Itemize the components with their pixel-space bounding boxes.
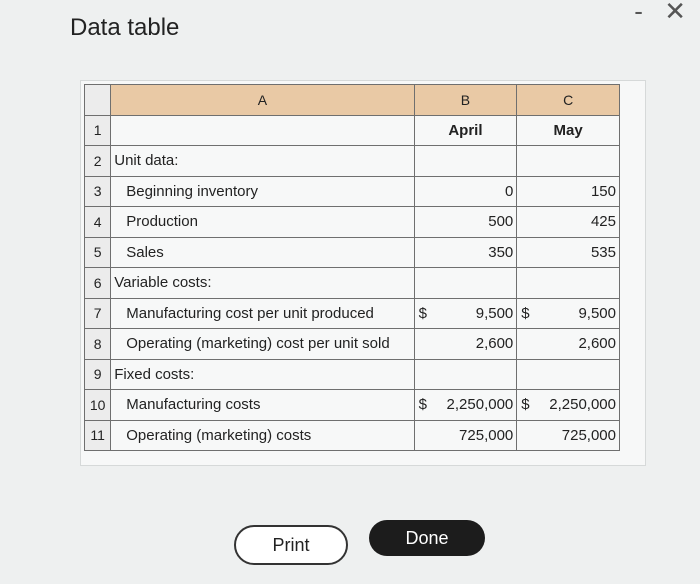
column-header-b: B (414, 85, 517, 116)
cell-value: 500 (488, 213, 514, 231)
cell-value: 0 (504, 182, 514, 200)
cell-b (414, 207, 517, 238)
row-label (111, 115, 414, 146)
table-row (85, 237, 620, 268)
row-number: 9 (85, 359, 111, 390)
cell-value: 725,000 (459, 426, 514, 444)
cell-c (517, 298, 620, 329)
dollar-sign: $ (418, 304, 427, 322)
row-number: 3 (85, 176, 111, 207)
cell-value: 9,500 (578, 304, 616, 322)
cell-b (414, 390, 517, 421)
dollar-sign: $ (521, 304, 530, 322)
table-row (85, 268, 620, 299)
row-number: 11 (85, 420, 111, 451)
cell-c (517, 329, 620, 360)
cell-b (414, 298, 517, 329)
cell-value: 2,250,000 (446, 396, 514, 414)
cell-b (414, 420, 517, 451)
cell-value: 2,250,000 (549, 396, 616, 414)
cell-c (517, 115, 620, 146)
cell-value: 2,600 (578, 335, 616, 353)
cell-value: 9,500 (475, 304, 514, 322)
cell-value: 725,000 (561, 426, 616, 444)
row-label: Manufacturing costs (111, 390, 414, 421)
column-header-row (85, 85, 620, 116)
table-row (85, 176, 620, 207)
row-number: 6 (85, 268, 111, 299)
cell-c (517, 176, 620, 207)
cell-value: May (553, 121, 583, 139)
row-number: 10 (85, 390, 111, 421)
close-icon[interactable]: ✕ (664, 0, 686, 26)
cell-value: 150 (590, 182, 616, 200)
cell-value: 535 (590, 243, 616, 261)
row-label: Fixed costs: (111, 359, 414, 390)
row-label: Variable costs: (111, 268, 414, 299)
row-label: Beginning inventory (111, 176, 414, 207)
row-number: 7 (85, 298, 111, 329)
done-button[interactable]: Done (369, 520, 485, 556)
minimize-icon[interactable]: - (634, 0, 643, 26)
row-number: 8 (85, 329, 111, 360)
data-table (84, 84, 620, 451)
row-label: Production (111, 207, 414, 238)
cell-value: April (448, 121, 483, 139)
row-label: Manufacturing cost per unit produced (111, 298, 414, 329)
cell-b (414, 115, 517, 146)
cell-b (414, 146, 517, 177)
row-label: Operating (marketing) costs (111, 420, 414, 451)
cell-b (414, 359, 517, 390)
dollar-sign: $ (418, 396, 427, 414)
column-header-a: A (111, 85, 414, 116)
cell-value: 425 (590, 213, 616, 231)
cell-b (414, 176, 517, 207)
cell-c (517, 237, 620, 268)
spreadsheet-panel (80, 80, 646, 466)
table-row (85, 329, 620, 360)
row-label: Unit data: (111, 146, 414, 177)
row-number: 1 (85, 115, 111, 146)
table-row (85, 390, 620, 421)
cell-value: 350 (488, 243, 514, 261)
column-header-c: C (517, 85, 620, 116)
table-row (85, 420, 620, 451)
cell-b (414, 329, 517, 360)
print-button[interactable]: Print (234, 525, 348, 565)
cell-c (517, 390, 620, 421)
row-label: Sales (111, 237, 414, 268)
cell-c (517, 420, 620, 451)
row-number: 2 (85, 146, 111, 177)
cell-c (517, 359, 620, 390)
cell-b (414, 237, 517, 268)
table-row (85, 207, 620, 238)
window-controls (620, 0, 686, 27)
row-label: Operating (marketing) cost per unit sold (111, 329, 414, 360)
row-number: 4 (85, 207, 111, 238)
table-row (85, 115, 620, 146)
cell-b (414, 268, 517, 299)
dollar-sign: $ (521, 396, 530, 414)
cell-c (517, 207, 620, 238)
corner-cell (85, 85, 111, 116)
row-number: 5 (85, 237, 111, 268)
table-row (85, 359, 620, 390)
cell-value: 2,600 (475, 335, 514, 353)
table-row (85, 146, 620, 177)
cell-c (517, 268, 620, 299)
cell-c (517, 146, 620, 177)
dialog-title: Data table (70, 14, 180, 41)
table-row (85, 298, 620, 329)
